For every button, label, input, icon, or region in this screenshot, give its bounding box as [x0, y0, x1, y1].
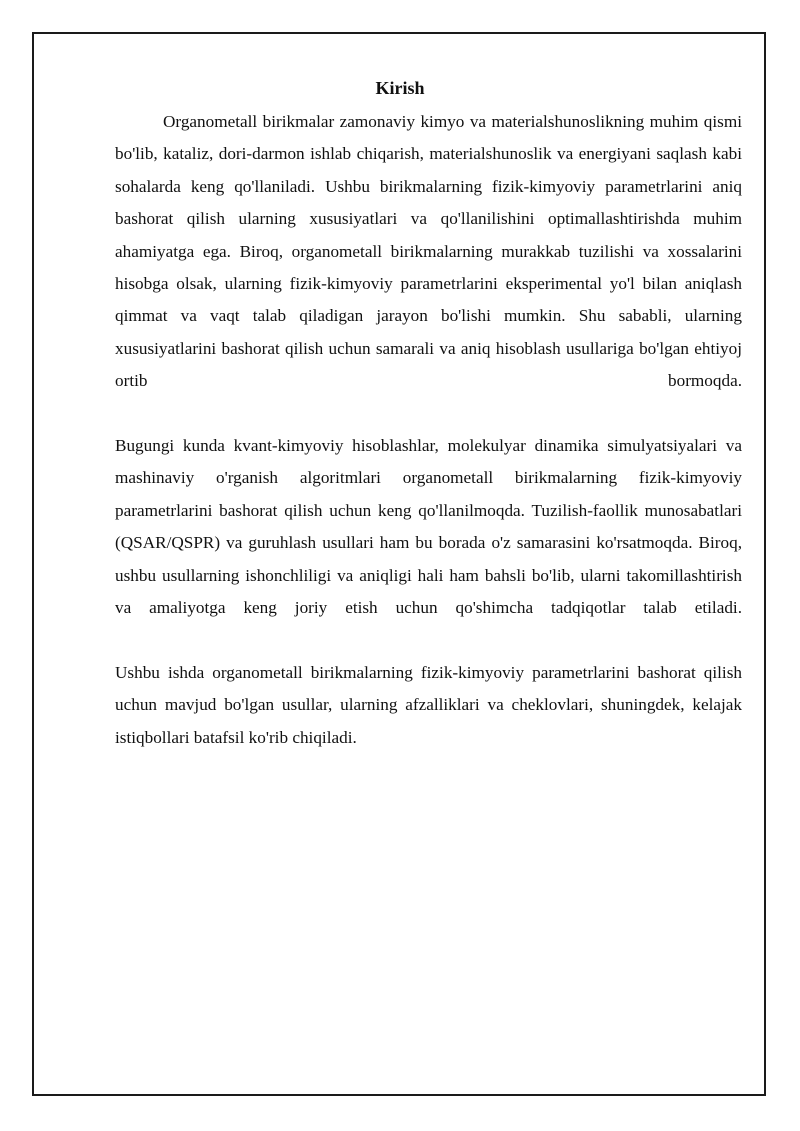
document-body: [115, 106, 742, 754]
paragraph-scope: Ushbu ishda organometall birikmalarning fizik-kimyoviy parametrlarini bashorat qilish uchun mavjud bo'lgan usullar, ularning afzalliklari va cheklovlari, shuningdek, kelajak istiqbollari batafsil ko'rib chiqiladi.: [115, 662, 742, 747]
page-title: Kirish: [375, 78, 425, 98]
paragraph-introduction: Organometall birikmalar zamonaviy kimyo va materialshunoslikning muhim qismi bo'lib, kataliz, dori-darmon ishlab chiqarish, materialshunoslik va energiyani saqlash kabi sohalarda keng qo'llaniladi. Ushbu birikmalarning fizik-kimyoviy parametrlarini aniq bashorat qilish ularning xususiyatlari va qo'llanilishini optimallashtirishda muhim ahamiyatga ega. Biroq, organometall birikmalarning murakkab tuzilishi va xossalarini hisobga olsak, ularning fizik-kimyoviy parametrlarini eksperimental yo'l bilan aniqlash qimmat va vaqt talab qiladigan jarayon bo'lishi mumkin. Shu sababli, ularning xususiyatlarini bashorat qilish uchun samarali va aniq hisoblash usullariga bo'lgan ehtiyoj ortib bormoqda.: [115, 112, 742, 391]
paragraph-methods: Bugungi kunda kvant-kimyoviy hisoblashlar, molekulyar dinamika simulyatsiyalari va mashinaviy o'rganish algoritmlari organometall birikmalarning fizik-kimyoviy parametrlarini bashorat qilish uchun keng qo'llanilmoqda. Tuzilish-faollik munosabatlari (QSAR/QSPR) va guruhlash usullari ham bu borada o'z samarasini ko'rsatmoqda. Biroq, ushbu usullarning ishonchliligi va aniqligi hali ham bahsli bo'lib, ularni takomillashtirish va amaliyotga keng joriy etish uchun qo'shimcha tadqiqotlar talab etiladi.: [115, 436, 742, 618]
